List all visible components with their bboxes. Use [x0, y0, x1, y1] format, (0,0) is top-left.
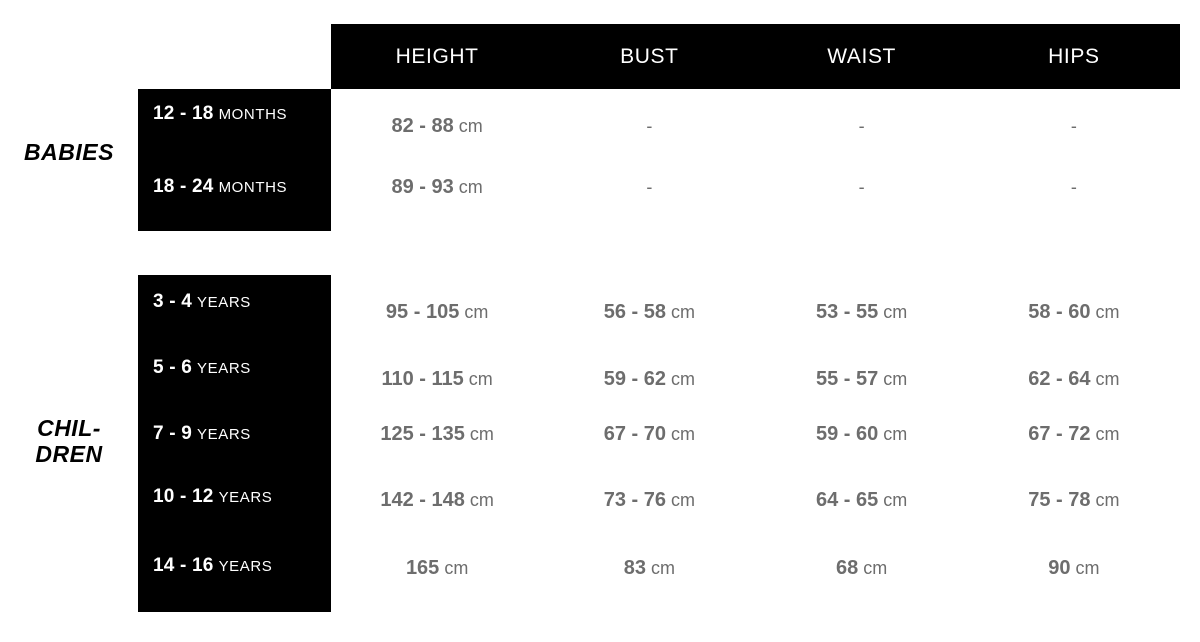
cell-height: 165 cm: [405, 557, 469, 579]
age-value: 7 - 9: [153, 423, 193, 444]
age-label-7-9-years: [153, 423, 333, 445]
age-value: 5 - 6: [153, 357, 193, 378]
age-label-12-18-months: [153, 103, 333, 125]
age-label-5-6-years: [153, 357, 333, 379]
cell-hips: 62 - 64 cm: [1028, 368, 1120, 390]
age-value: 3 - 4: [153, 291, 193, 312]
age-unit: MONTHS: [218, 106, 288, 123]
column-header-height: HEIGHT: [395, 44, 479, 68]
group-label-children: [0, 415, 138, 468]
cell-bust: 73 - 76 cm: [603, 489, 695, 511]
cell-height: 142 - 148 cm: [380, 489, 494, 511]
cell-bust: 83 cm: [623, 557, 675, 579]
age-value: 18 - 24: [153, 176, 214, 197]
group-label-babies: BABIES: [24, 139, 114, 165]
age-label-3-4-years: [153, 291, 333, 313]
table-row: [331, 423, 1180, 446]
cell-hips: 58 - 60 cm: [1028, 301, 1120, 323]
table-header-row: [331, 24, 1180, 89]
cell-hips: -: [1070, 116, 1077, 136]
cell-bust: 56 - 58 cm: [603, 301, 695, 323]
age-label-18-24-months: [153, 176, 333, 198]
age-unit: YEARS: [197, 294, 251, 311]
column-header-waist: WAIST: [827, 44, 896, 68]
age-value: 10 - 12: [153, 486, 214, 507]
cell-hips: 90 cm: [1048, 557, 1100, 579]
cell-waist: 55 - 57 cm: [815, 368, 908, 390]
cell-height: 89 - 93 cm: [391, 176, 483, 198]
cell-bust: 67 - 70 cm: [603, 423, 695, 445]
table-row: [331, 176, 1180, 199]
age-unit: YEARS: [197, 426, 251, 443]
column-header-bust: BUST: [620, 44, 679, 68]
table-row: [331, 489, 1180, 512]
age-unit: MONTHS: [218, 179, 288, 196]
age-unit: YEARS: [218, 558, 273, 575]
cell-bust: 59 - 62 cm: [603, 368, 695, 390]
cell-height: 110 - 115 cm: [381, 368, 493, 390]
age-unit: YEARS: [218, 489, 273, 506]
group-label-children-line2: DREN: [35, 441, 103, 468]
table-row: [331, 115, 1180, 138]
cell-height: 95 - 105 cm: [385, 301, 489, 323]
table-row: [331, 301, 1180, 324]
cell-waist: -: [858, 116, 865, 136]
cell-waist: -: [858, 177, 865, 197]
cell-bust: -: [646, 177, 653, 197]
cell-hips: 75 - 78 cm: [1028, 489, 1120, 511]
cell-waist: 64 - 65 cm: [815, 489, 908, 511]
cell-bust: -: [646, 116, 653, 136]
age-value: 14 - 16: [153, 555, 214, 576]
age-label-14-16-years: [153, 555, 333, 577]
group-label-children-line1: CHIL-: [37, 415, 101, 441]
table-row: [331, 368, 1180, 391]
cell-height: 125 - 135 cm: [380, 423, 494, 445]
cell-hips: -: [1070, 177, 1077, 197]
column-header-hips: HIPS: [1048, 44, 1100, 68]
age-unit: YEARS: [197, 360, 251, 377]
table-row: [331, 557, 1180, 580]
age-label-10-12-years: [153, 486, 333, 508]
cell-waist: 59 - 60 cm: [815, 423, 908, 445]
cell-hips: 67 - 72 cm: [1028, 423, 1120, 445]
cell-height: 82 - 88 cm: [391, 115, 483, 137]
cell-waist: 68 cm: [836, 557, 888, 579]
age-value: 12 - 18: [153, 103, 214, 124]
cell-waist: 53 - 55 cm: [815, 301, 908, 323]
